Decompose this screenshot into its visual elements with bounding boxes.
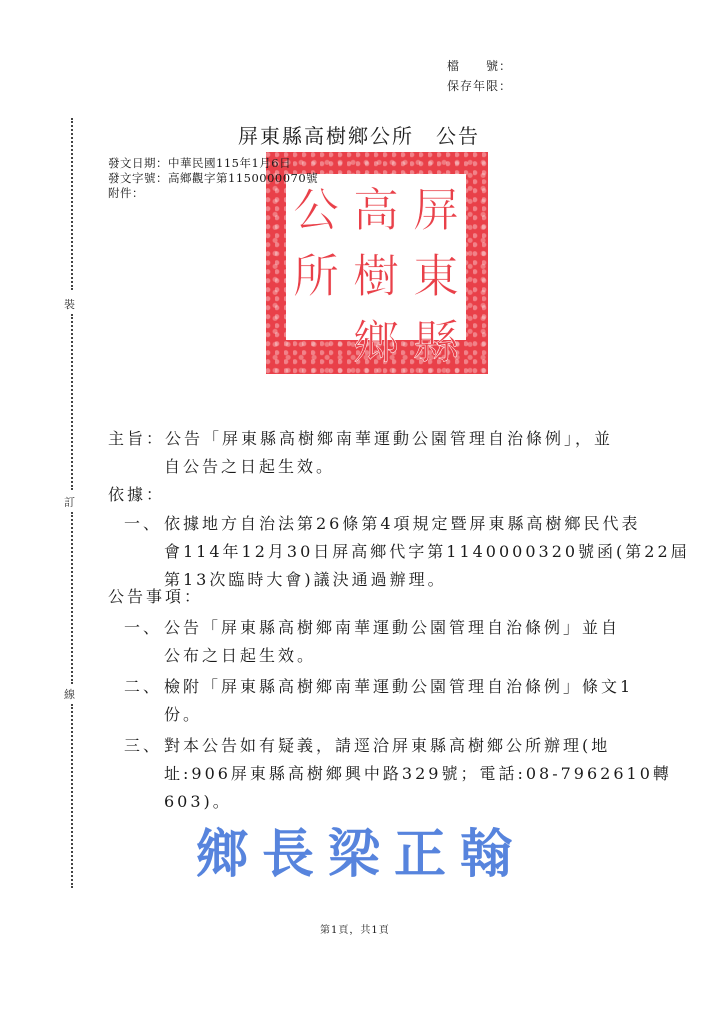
seal-char: 樹 <box>353 249 399 303</box>
attachment-label: 附件： <box>108 186 144 200</box>
item-number: 一、 <box>124 514 163 533</box>
announcement-item-1 <box>108 614 672 670</box>
announcements-label: 公告事項： <box>108 587 204 606</box>
item-line: 依據地方自治法第26條第4項規定暨屏東縣高樹鄉民代表 <box>164 514 641 533</box>
seal-char: 公 <box>293 183 339 237</box>
subject-label: 主旨： <box>108 429 166 448</box>
subject-line-1 <box>108 425 613 453</box>
item-line: 公告「屏東縣高樹鄉南華運動公園管理自治條例」並自 <box>164 618 621 637</box>
item-line: 603)。 <box>164 792 232 811</box>
basis-section <box>108 481 690 594</box>
item-line: 份。 <box>164 705 203 724</box>
seal-char: 高 <box>353 183 399 237</box>
issue-date-value: 中華民國115年1月6日 <box>168 156 292 170</box>
basis-item-1 <box>108 510 690 594</box>
item-line: 址:906屏東縣高樹鄉興中路329號；電話:08-7962610轉 <box>164 764 672 783</box>
item-number: 二、 <box>124 677 163 696</box>
seal-char: 所 <box>293 249 339 303</box>
basis-label: 依據： <box>108 485 166 504</box>
doc-number-label: 發文字號： <box>108 171 168 185</box>
issue-date-row <box>108 156 318 171</box>
item-line: 第13次臨時大會)議決通過辦理。 <box>164 570 447 589</box>
binding-mark-xian: 線 <box>64 688 75 701</box>
retention-period-label: 保存年限： <box>447 79 513 93</box>
seal-char: 縣 <box>413 315 459 369</box>
signature-stamp: 鄉長梁正翰 <box>196 824 527 885</box>
binding-dots <box>71 314 73 490</box>
item-number: 一、 <box>124 618 163 637</box>
attachment-row <box>108 186 318 201</box>
doc-number-value: 高鄉觀字第1150000070號 <box>168 171 319 185</box>
item-line: 會114年12月30日屏高鄉代字第1140000320號函(第22屆 <box>164 542 690 561</box>
seal-char: 東 <box>413 249 459 303</box>
file-meta <box>447 56 512 96</box>
announcements-section <box>108 583 672 816</box>
binding-line <box>66 118 78 888</box>
header-info <box>108 156 318 201</box>
seal-char <box>286 306 346 372</box>
page-title: 屏東縣高樹鄉公所 公告 <box>238 124 480 148</box>
binding-mark-ding: 訂 <box>64 496 75 509</box>
subject-section <box>108 425 613 481</box>
seal-char: 鄉 <box>353 315 399 369</box>
subject-line-2: 自公告之日起生效。 <box>164 457 336 476</box>
item-number: 三、 <box>124 736 163 755</box>
file-number-label: 檔 號： <box>447 59 513 73</box>
subject-text: 公告「屏東縣高樹鄉南華運動公園管理自治條例」，並 <box>165 429 614 448</box>
announcement-item-3 <box>108 732 672 816</box>
doc-number-row <box>108 171 318 186</box>
binding-dots <box>71 704 73 888</box>
seal-char: 屏 <box>413 183 459 237</box>
binding-mark-zhuang: 裝 <box>64 298 75 311</box>
binding-dots <box>71 512 73 684</box>
item-line: 對本公告如有疑義，請逕洽屏東縣高樹鄉公所辦理(地 <box>164 736 611 755</box>
announcement-item-2 <box>108 673 672 729</box>
binding-dots <box>71 118 73 290</box>
page-number: 第1頁，共1頁 <box>320 925 390 936</box>
item-line: 檢附「屏東縣高樹鄉南華運動公園管理自治條例」條文1 <box>164 677 634 696</box>
issue-date-label: 發文日期： <box>108 156 168 170</box>
item-line: 公布之日起生效。 <box>164 646 317 665</box>
